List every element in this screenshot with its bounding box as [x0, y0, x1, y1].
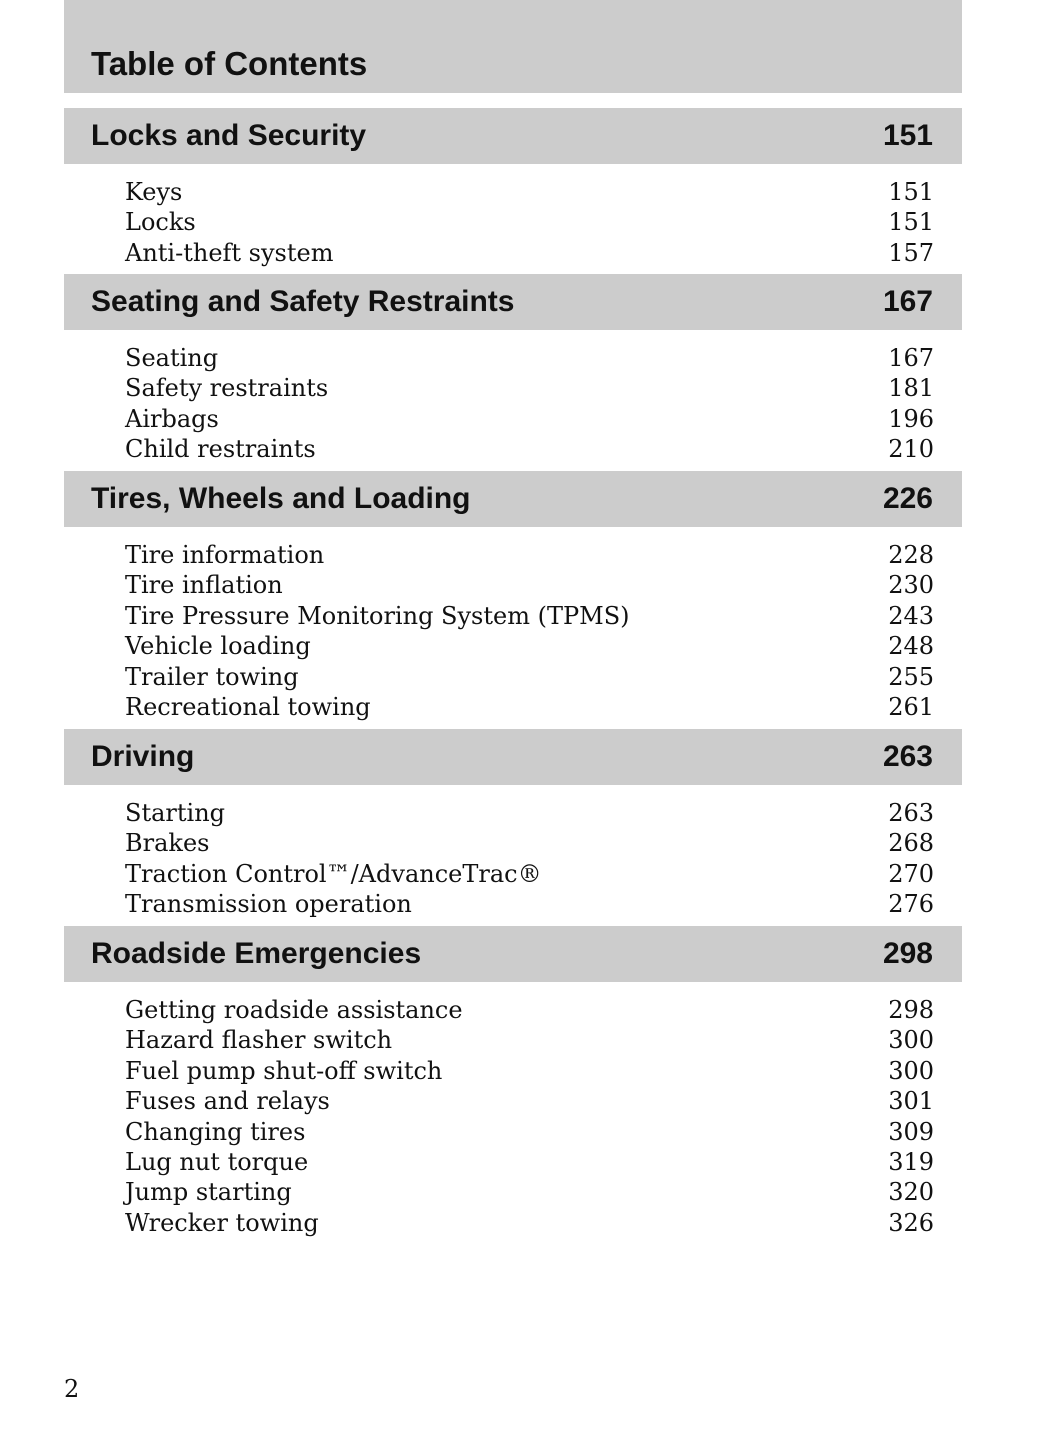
entry-page-number: 157 [888, 238, 934, 267]
toc-entry-lug-nut-torque[interactable] [125, 1147, 934, 1177]
entry-page-number: 230 [888, 571, 934, 600]
entry-page-number: 298 [888, 996, 934, 1024]
entry-label: Brakes [125, 829, 210, 858]
entry-label: Airbags [125, 404, 219, 433]
toc-entry-changing-tires[interactable] [125, 1117, 934, 1147]
section-entries-locks-and-security [125, 177, 934, 268]
entry-label: Safety restraints [125, 374, 329, 403]
entry-page-number: 243 [888, 601, 934, 630]
entry-label: Keys [125, 178, 183, 206]
toc-entry-airbags[interactable] [125, 404, 934, 434]
toc-entry-tire-inflation[interactable] [125, 570, 934, 600]
entry-label: Starting [125, 799, 226, 827]
toc-entry-starting[interactable] [125, 798, 934, 828]
entry-label: Tire information [125, 541, 325, 569]
toc-entry-transmission-operation[interactable] [125, 889, 934, 919]
toc-entry-fuel-pump-shut-off-switch[interactable] [125, 1056, 934, 1086]
entry-label: Getting roadside assistance [125, 996, 463, 1024]
toc-entry-brakes[interactable] [125, 828, 934, 858]
section-title: Locks and Security [91, 119, 367, 152]
entry-label: Wrecker towing [125, 1208, 319, 1237]
entry-label: Vehicle loading [125, 632, 311, 661]
section-header-tires-wheels-and-loading[interactable] [64, 471, 962, 527]
entry-page-number: 248 [888, 632, 934, 661]
entry-page-number: 309 [888, 1117, 934, 1146]
entry-label: Locks [125, 208, 196, 237]
entry-label: Fuses and relays [125, 1087, 330, 1116]
entry-page-number: 261 [888, 692, 934, 721]
entry-page-number: 167 [888, 344, 934, 372]
toc-entry-jump-starting[interactable] [125, 1177, 934, 1207]
entry-label: Tire inflation [125, 571, 283, 600]
toc-entry-traction-control-advancetrac[interactable] [125, 859, 934, 889]
section-page-number: 298 [882, 937, 933, 970]
toc-entry-wrecker-towing[interactable] [125, 1208, 934, 1238]
entry-page-number: 320 [888, 1178, 934, 1207]
entry-label: Hazard flasher switch [125, 1026, 393, 1055]
section-entries-seating-and-safety-restraints [125, 343, 934, 465]
entry-page-number: 151 [888, 178, 934, 206]
entry-label: Jump starting [125, 1178, 292, 1207]
entry-label: Seating [125, 344, 219, 372]
entry-page-number: 210 [888, 435, 934, 464]
entry-page-number: 181 [888, 374, 934, 403]
section-page-number: 226 [882, 482, 933, 515]
entry-page-number: 268 [888, 829, 934, 858]
toc-entry-anti-theft-system[interactable] [125, 238, 934, 268]
entry-page-number: 276 [888, 890, 934, 919]
toc-entry-child-restraints[interactable] [125, 434, 934, 464]
entry-page-number: 151 [888, 208, 934, 237]
entry-page-number: 319 [888, 1147, 934, 1176]
toc-entry-locks[interactable] [125, 207, 934, 237]
toc-entry-tire-pressure-monitoring-system[interactable] [125, 601, 934, 631]
entry-label: Lug nut torque [125, 1147, 309, 1176]
section-page-number: 167 [882, 285, 933, 318]
section-page-number: 263 [882, 740, 933, 773]
entry-page-number: 301 [888, 1087, 934, 1116]
section-title: Driving [91, 740, 195, 773]
entry-label: Traction Control™/AdvanceTrac® [125, 859, 542, 888]
entry-page-number: 263 [888, 799, 934, 827]
toc-entry-fuses-and-relays[interactable] [125, 1086, 934, 1116]
entry-page-number: 300 [888, 1056, 934, 1085]
title-bar [64, 0, 962, 93]
entry-page-number: 228 [888, 541, 934, 569]
toc-entry-tire-information[interactable] [125, 540, 934, 570]
entry-page-number: 326 [888, 1208, 934, 1237]
entry-page-number: 196 [888, 404, 934, 433]
section-header-locks-and-security[interactable] [64, 108, 962, 164]
toc-entry-keys[interactable] [125, 177, 934, 207]
entry-label: Changing tires [125, 1117, 306, 1146]
toc-entry-hazard-flasher-switch[interactable] [125, 1025, 934, 1055]
entry-label: Recreational towing [125, 692, 371, 721]
section-header-driving[interactable] [64, 729, 962, 785]
section-header-seating-and-safety-restraints[interactable] [64, 274, 962, 330]
entry-label: Anti-theft system [125, 238, 334, 267]
toc-entry-getting-roadside-assistance[interactable] [125, 995, 934, 1025]
section-title: Roadside Emergencies [91, 937, 422, 970]
entry-page-number: 300 [888, 1026, 934, 1055]
toc-entry-seating[interactable] [125, 343, 934, 373]
entry-label: Fuel pump shut-off switch [125, 1056, 443, 1085]
section-title: Tires, Wheels and Loading [91, 482, 471, 515]
entry-label: Transmission operation [125, 890, 412, 919]
entry-label: Trailer towing [125, 662, 299, 691]
entry-page-number: 270 [888, 859, 934, 888]
footer-page-number: 2 [64, 1375, 80, 1403]
section-title: Seating and Safety Restraints [91, 285, 515, 318]
toc-entry-safety-restraints[interactable] [125, 373, 934, 403]
page-title: Table of Contents [91, 45, 368, 82]
section-page-number: 151 [882, 119, 933, 152]
section-entries-roadside-emergencies [125, 995, 934, 1238]
section-header-roadside-emergencies[interactable] [64, 926, 962, 982]
toc-entry-vehicle-loading[interactable] [125, 631, 934, 661]
entry-label: Tire Pressure Monitoring System (TPMS) [125, 601, 630, 630]
section-entries-tires-wheels-and-loading [125, 540, 934, 722]
toc-entry-recreational-towing[interactable] [125, 692, 934, 722]
entry-page-number: 255 [888, 662, 934, 691]
section-entries-driving [125, 798, 934, 920]
toc-entry-trailer-towing[interactable] [125, 662, 934, 692]
entry-label: Child restraints [125, 435, 316, 464]
